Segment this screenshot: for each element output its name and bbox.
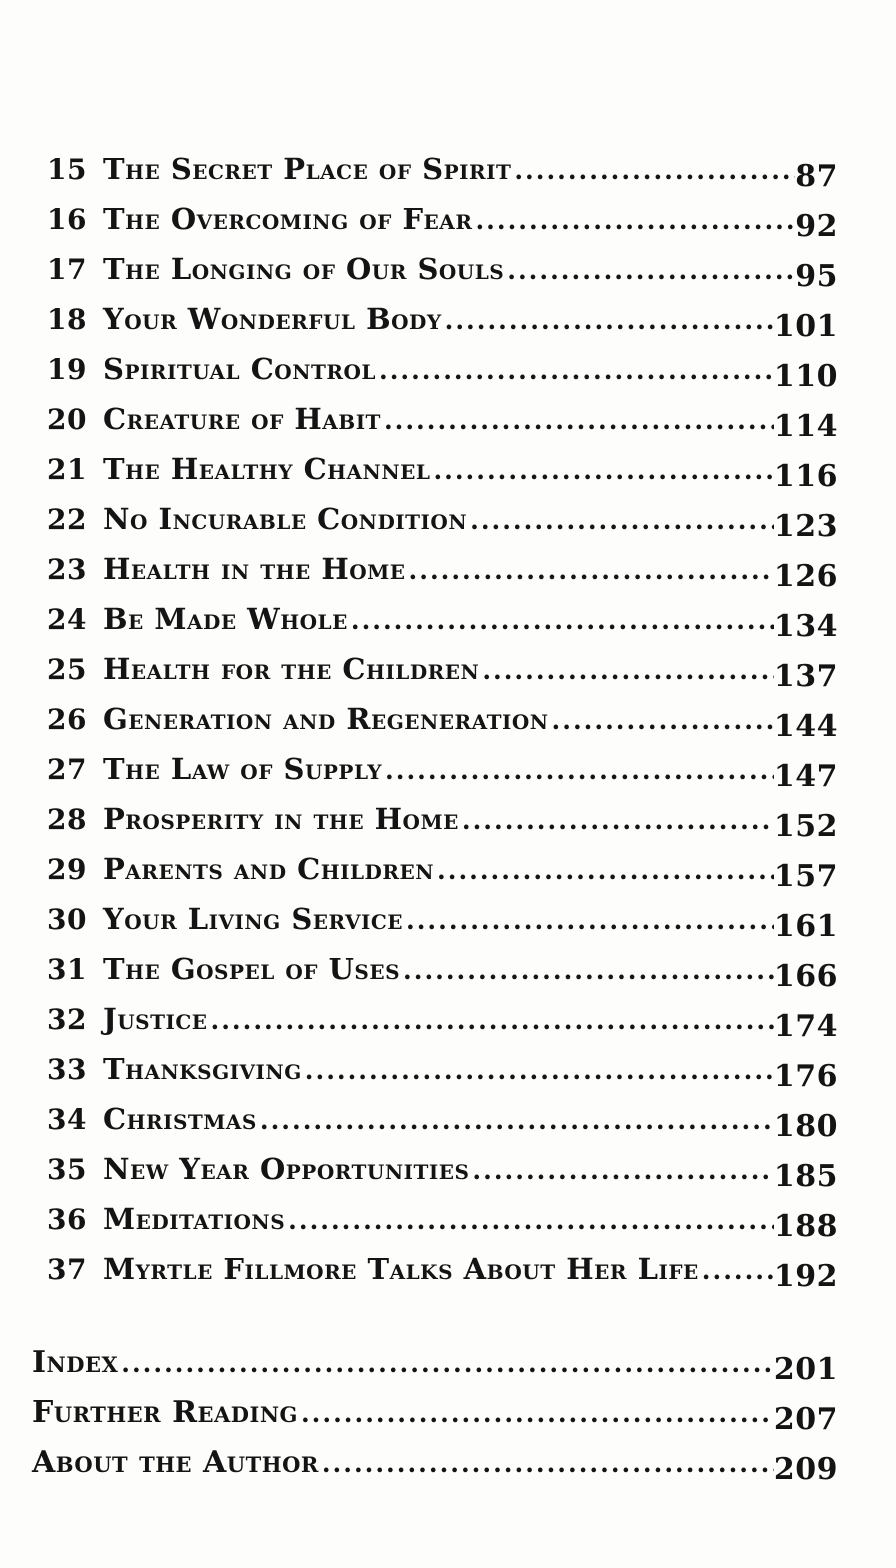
chapter-title: Your Living Service	[103, 902, 403, 936]
dot-leader	[409, 556, 774, 585]
page-number: 166	[773, 959, 838, 994]
page-number: 157	[773, 859, 838, 894]
chapter-number: 36	[47, 1203, 87, 1236]
page-number: 185	[773, 1159, 838, 1194]
page-number: 114	[773, 409, 838, 444]
chapter-title: Your Wonderful Body	[103, 302, 442, 336]
dot-leader	[475, 206, 795, 235]
dot-leader	[403, 956, 774, 985]
dot-leader	[552, 706, 774, 735]
chapter-number: 22	[47, 503, 87, 536]
section-title: About the Author	[32, 1445, 319, 1480]
chapter-title: The Longing of Our Souls	[103, 252, 505, 286]
chapter-number: 15	[47, 153, 87, 186]
chapter-title: Myrtle Fillmore Talks About Her Life	[103, 1252, 699, 1286]
chapter-title: Be Made Whole	[103, 602, 348, 636]
chapter-title: Creature of Habit	[103, 402, 381, 436]
back-matter-entry	[32, 1345, 838, 1395]
page-number: 92	[795, 209, 838, 244]
toc-entry	[32, 502, 838, 552]
chapter-number: 19	[47, 353, 87, 386]
chapter-number: 26	[47, 703, 87, 736]
chapter-number: 20	[47, 403, 87, 436]
toc-entry	[32, 1152, 838, 1202]
toc-entry	[32, 902, 838, 952]
chapter-number: 34	[47, 1103, 87, 1136]
dot-leader	[301, 1399, 774, 1428]
dot-leader	[351, 606, 774, 635]
dot-leader	[437, 856, 774, 885]
toc-entry	[32, 152, 838, 202]
chapter-title: Spiritual Control	[103, 352, 376, 386]
page-number: 137	[773, 659, 838, 694]
chapter-number: 29	[47, 853, 87, 886]
chapter-title: Christmas	[103, 1102, 257, 1136]
toc-entry	[32, 1002, 838, 1052]
chapter-number: 35	[47, 1153, 87, 1186]
chapter-title: The Healthy Channel	[103, 452, 431, 486]
chapter-number: 31	[47, 953, 87, 986]
toc-entry	[32, 1252, 838, 1302]
dot-leader	[482, 656, 774, 685]
toc-entry	[32, 602, 838, 652]
chapter-title: Thanksgiving	[103, 1052, 302, 1086]
page-number: 152	[773, 809, 838, 844]
chapter-number: 27	[47, 753, 87, 786]
page-number: 201	[773, 1352, 838, 1387]
page-number: 144	[773, 709, 838, 744]
page-number: 87	[795, 159, 838, 194]
page-number: 209	[773, 1452, 838, 1487]
dot-leader	[385, 756, 774, 785]
chapter-number: 32	[47, 1003, 87, 1036]
dot-leader	[379, 356, 774, 385]
dot-leader	[507, 256, 795, 285]
chapter-number: 18	[47, 303, 87, 336]
toc-entry	[32, 752, 838, 802]
page-number: 101	[773, 309, 838, 344]
dot-leader	[322, 1449, 774, 1478]
page-number: 180	[773, 1109, 838, 1144]
toc-entry	[32, 802, 838, 852]
chapter-title: Health in the Home	[103, 552, 406, 586]
toc-entry	[32, 852, 838, 902]
toc-entry	[32, 202, 838, 252]
chapter-number: 33	[47, 1053, 87, 1086]
page-number: 123	[773, 509, 838, 544]
page-number: 147	[773, 759, 838, 794]
toc-entry	[32, 452, 838, 502]
dot-leader	[406, 906, 774, 935]
chapter-title: New Year Opportunities	[103, 1152, 470, 1186]
chapter-title: The Law of Supply	[103, 752, 383, 786]
dot-leader	[288, 1206, 774, 1235]
dot-leader	[305, 1056, 774, 1085]
toc-entry	[32, 1102, 838, 1152]
chapter-number: 21	[47, 453, 87, 486]
chapter-title: Meditations	[103, 1202, 286, 1236]
chapter-title: Health for the Children	[103, 652, 480, 686]
toc-entry	[32, 302, 838, 352]
dot-leader	[470, 506, 774, 535]
chapter-title: The Overcoming of Fear	[103, 202, 473, 236]
page-number: 126	[773, 559, 838, 594]
page-number: 176	[773, 1059, 838, 1094]
toc-entry	[32, 552, 838, 602]
dot-leader	[702, 1256, 774, 1285]
dot-leader	[260, 1106, 774, 1135]
toc-entry	[32, 352, 838, 402]
chapter-title: Justice	[103, 1002, 208, 1036]
dot-leader	[384, 406, 774, 435]
chapter-number: 16	[47, 203, 87, 236]
page-number: 116	[773, 459, 838, 494]
chapter-number: 28	[47, 803, 87, 836]
chapter-number: 17	[47, 253, 87, 286]
back-matter-entry	[32, 1395, 838, 1445]
dot-leader	[462, 806, 774, 835]
chapter-title: The Secret Place of Spirit	[103, 152, 512, 186]
page-number: 161	[773, 909, 838, 944]
chapter-number: 30	[47, 903, 87, 936]
toc-entry	[32, 402, 838, 452]
chapter-number: 37	[47, 1253, 87, 1286]
toc-entry	[32, 652, 838, 702]
section-title: Further Reading	[32, 1395, 298, 1430]
dot-leader	[211, 1006, 774, 1035]
chapter-title: Generation and Regeneration	[103, 702, 549, 736]
toc-entry	[32, 702, 838, 752]
dot-leader	[514, 156, 795, 185]
chapter-title: Prosperity in the Home	[103, 802, 459, 836]
section-title: Index	[32, 1345, 119, 1380]
dot-leader	[472, 1156, 773, 1185]
page-number: 174	[773, 1009, 838, 1044]
page-number: 207	[773, 1402, 838, 1437]
toc-entry	[32, 252, 838, 302]
toc-list	[32, 152, 838, 1302]
toc-entry	[32, 1202, 838, 1252]
back-matter-list	[32, 1345, 838, 1495]
chapter-title: No Incurable Condition	[103, 502, 468, 536]
page-number: 95	[795, 259, 838, 294]
toc-entry	[32, 952, 838, 1002]
page-number: 134	[773, 609, 838, 644]
toc-entry	[32, 1052, 838, 1102]
page-number: 192	[773, 1259, 838, 1294]
dot-leader	[433, 456, 773, 485]
back-matter-entry	[32, 1445, 838, 1495]
chapter-number: 23	[47, 553, 87, 586]
chapter-number: 24	[47, 603, 87, 636]
dot-leader	[445, 306, 774, 335]
chapter-title: The Gospel of Uses	[103, 952, 401, 986]
chapter-title: Parents and Children	[103, 852, 435, 886]
page-number: 110	[773, 359, 838, 394]
dot-leader	[121, 1349, 774, 1378]
chapter-number: 25	[47, 653, 87, 686]
page-number: 188	[773, 1209, 838, 1244]
